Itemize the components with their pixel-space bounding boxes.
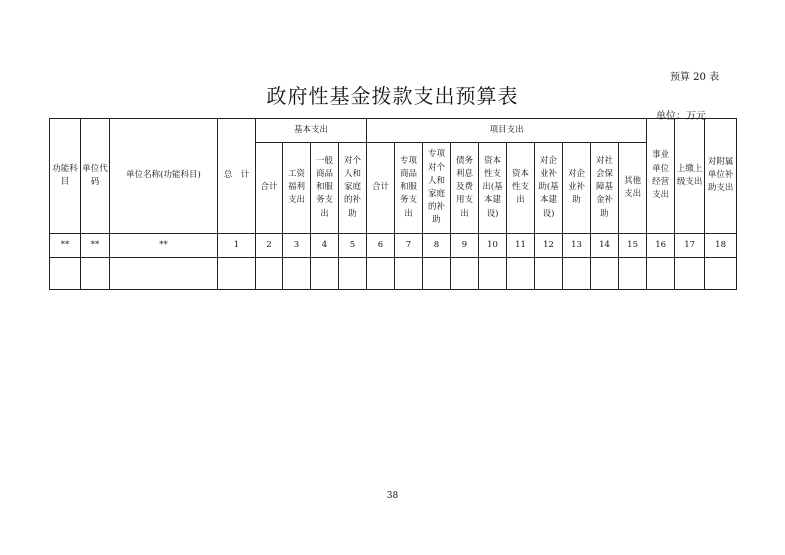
index-number: 5 — [339, 233, 367, 257]
empty-cell — [451, 257, 479, 289]
header-basic-col: 对个人和家庭的补助 — [339, 143, 367, 234]
empty-cell — [479, 257, 507, 289]
header-project-col: 对企业补助 — [563, 143, 591, 234]
index-number: 18 — [705, 233, 737, 257]
index-number: 14 — [591, 233, 619, 257]
index-number: 2 — [256, 233, 283, 257]
index-number: 10 — [479, 233, 507, 257]
index-number: 13 — [563, 233, 591, 257]
empty-cell — [367, 257, 395, 289]
header-unit-code: 单位代码 — [81, 119, 110, 234]
empty-cell — [563, 257, 591, 289]
header-total: 总 计 — [218, 119, 256, 234]
index-stars: ** — [81, 233, 110, 257]
empty-cell — [311, 257, 339, 289]
header-project-col: 合计 — [367, 143, 395, 234]
header-project-col: 对企业补助(基本建设) — [535, 143, 563, 234]
index-number: 7 — [395, 233, 423, 257]
empty-cell — [81, 257, 110, 289]
empty-cell — [647, 257, 675, 289]
index-number: 17 — [675, 233, 705, 257]
header-basic-group: 基本支出 — [256, 119, 367, 143]
empty-cell — [218, 257, 256, 289]
header-project-col: 债务利息及费用支出 — [451, 143, 479, 234]
empty-cell — [535, 257, 563, 289]
empty-cell — [256, 257, 283, 289]
index-number: 12 — [535, 233, 563, 257]
unit-label: 单位：万元 — [656, 111, 706, 122]
page-title: 政府性基金拨款支出预算表 — [266, 84, 519, 108]
header-project-col: 专项商品和服务支出 — [395, 143, 423, 234]
page-number: 38 — [386, 491, 399, 501]
index-number: 6 — [367, 233, 395, 257]
empty-cell — [110, 257, 218, 289]
header-project-col: 资本性支出(基本建设) — [479, 143, 507, 234]
empty-cell — [705, 257, 737, 289]
header-basic-col: 工资福利支出 — [283, 143, 311, 234]
index-number: 15 — [619, 233, 647, 257]
index-stars: ** — [50, 233, 81, 257]
empty-cell — [675, 257, 705, 289]
header-project-col: 对社会保障基金补助 — [591, 143, 619, 234]
empty-cell — [591, 257, 619, 289]
header-basic-col: 一般商品和服务支出 — [311, 143, 339, 234]
empty-cell — [423, 257, 451, 289]
index-number: 9 — [451, 233, 479, 257]
empty-cell — [395, 257, 423, 289]
header-function-subject: 功能科目 — [50, 119, 81, 234]
index-number: 4 — [311, 233, 339, 257]
header-unit-name: 单位名称(功能科目) — [110, 119, 218, 234]
header-extra-col: 事业单位经营支出 — [647, 119, 675, 234]
header-basic-col: 合计 — [256, 143, 283, 234]
table-row — [50, 257, 737, 289]
table-number: 预算 20 表 — [670, 72, 720, 83]
index-row — [50, 233, 737, 257]
empty-cell — [283, 257, 311, 289]
budget-table — [49, 118, 737, 290]
header-extra-col: 对附属单位补助支出 — [705, 119, 737, 234]
index-number: 11 — [507, 233, 535, 257]
empty-cell — [619, 257, 647, 289]
index-stars: ** — [110, 233, 218, 257]
empty-cell — [50, 257, 81, 289]
empty-cell — [339, 257, 367, 289]
header-extra-col: 上缴上级支出 — [675, 119, 705, 234]
header-project-group: 项目支出 — [367, 119, 647, 143]
header-project-col: 资本性支出 — [507, 143, 535, 234]
header-project-col: 其他支出 — [619, 143, 647, 234]
index-number: 16 — [647, 233, 675, 257]
index-number: 1 — [218, 233, 256, 257]
index-number: 3 — [283, 233, 311, 257]
empty-cell — [507, 257, 535, 289]
index-number: 8 — [423, 233, 451, 257]
header-project-col: 专项对个人和家庭的补助 — [423, 143, 451, 234]
